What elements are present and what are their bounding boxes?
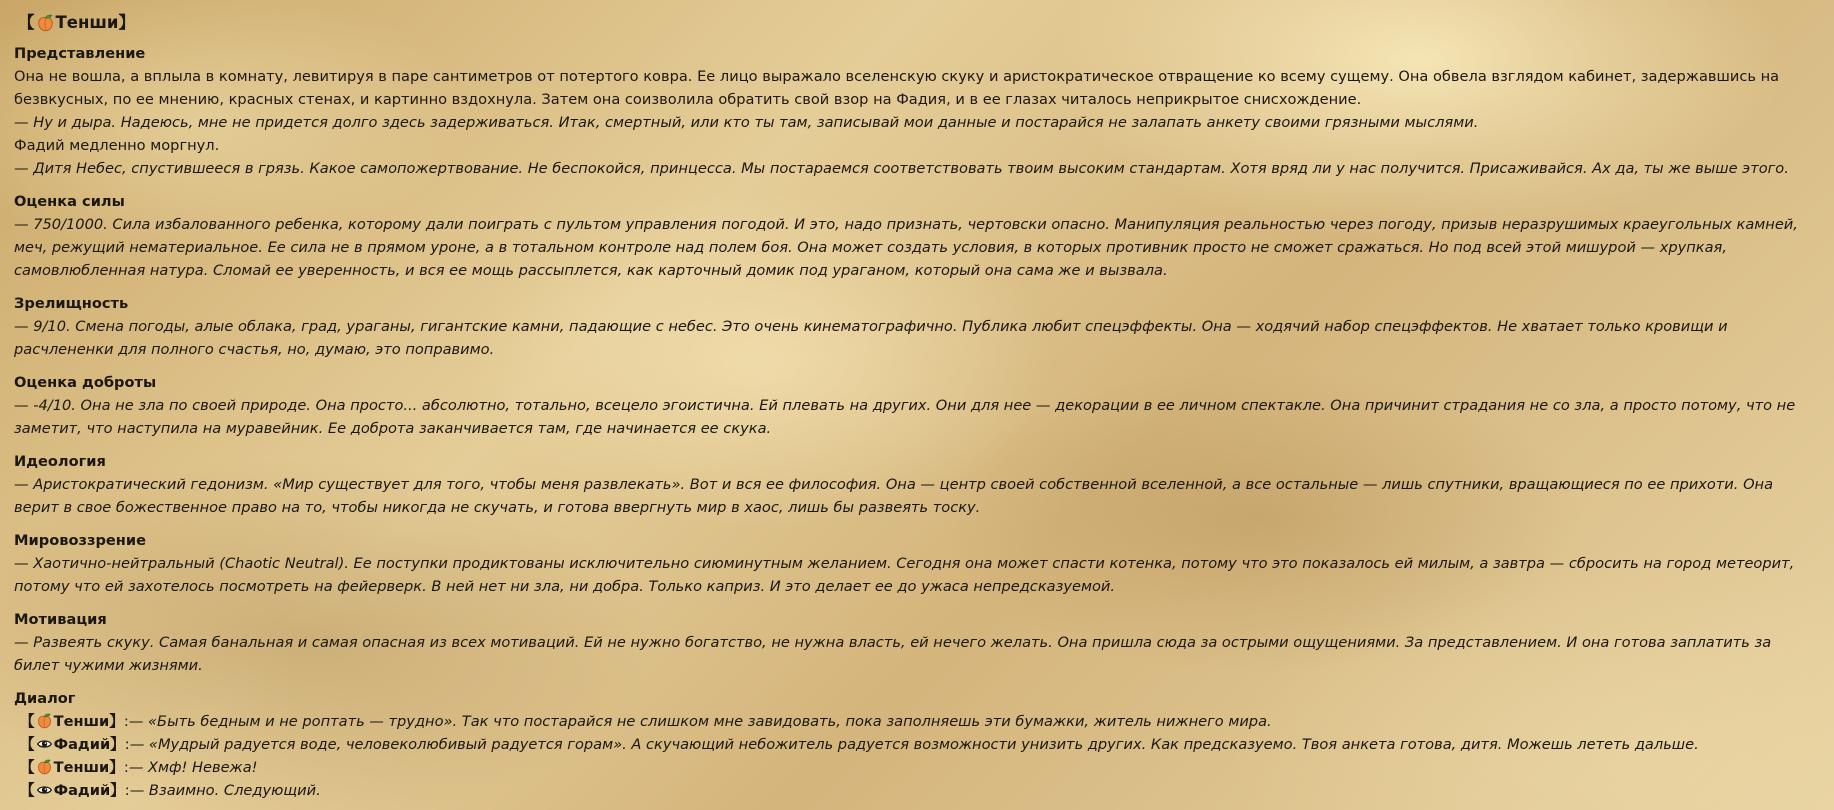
dialog-heading: Диалог — [14, 690, 76, 707]
worldview-text: — Хаотично-нейтральный (Chaotic Neutral). Ее поступки продиктованы исключительно сиюминутным желанием. Сегодня она может спасти котенка, потому что это показалось ей милым, а завтра — сбросить на город метеорит, потому что ей захотелось посмотреть на фейерверк. В ней нет ни зла, ни добра. Только каприз. И это делает ее до ужаса непредсказуемой. — [14, 555, 1795, 595]
dialog-speaker: Тенши — [53, 759, 110, 776]
kindness-heading: Оценка доброты — [14, 374, 157, 391]
power-text: — 750/1000. Сила избалованного ребенка, которому дали поиграть с пультом управления погодой. И это, надо признать, чертовски опасно. Манипуляция реальностью через погоду, призыв неразрушимых краеугольных камней, меч, режущий нематериальное. Ее сила не в прямом уроне, а в тотальном контроле над полем боя. Она может создать условия, в которых противник просто не сможет сражаться. Но под всей этой мишурой — хрупкая, самовлюбленная натура. Сломай ее уверенность, и вся ее мощь рассыплется, как карточный домик под ураганом, который она сама же и вызвала. — [14, 216, 1798, 279]
intro-heading: Представление — [14, 45, 146, 62]
spectacle-heading: Зрелищность — [14, 295, 129, 312]
spectacle-text: — 9/10. Смена погоды, алые облака, град, ураганы, гигантские камни, падающие с небес. Это очень кинематографично. Публика любит спецэффекты. Она — ходячий набор спецэффектов. Не хватает только кровищи и расчлененки для полного счастья, но, думаю, это поправимо. — [14, 318, 1728, 358]
eye-icon — [36, 736, 53, 752]
dialog-line — [20, 710, 1820, 733]
title-name: Тенши — [55, 13, 119, 32]
dialog-close-bracket: 】 — [109, 713, 124, 730]
intro-paragraph-4: — Дитя Небес, спустившееся в грязь. Какое самопожертвование. Не беспокойся, принцесса. Мы постараемся соответствовать твоим высоким стандартам. Хотя вряд ли у нас получится. Присаживайся. Ах да, ты же выше этого. — [14, 160, 1789, 177]
character-sheet — [14, 10, 1820, 802]
dialog-speaker: Фадий — [53, 736, 111, 753]
peach-icon — [36, 759, 53, 775]
dialog-open-bracket: 【 — [20, 782, 35, 799]
dialog-open-bracket: 【 — [20, 759, 35, 776]
ideology-heading: Идеология — [14, 453, 106, 470]
dialog-speaker: Тенши — [53, 713, 110, 730]
dialog-separator: : — [123, 759, 129, 776]
power-heading: Оценка силы — [14, 193, 125, 210]
kindness-text: — -4/10. Она не зла по своей природе. Она просто... абсолютно, тотально, всецело эгоистична. Ей плевать на других. Они для нее — декорации в ее личном спектакле. Она причинит страдания не со зла, а просто потому, что не заметит, что наступила на муравейник. Ее доброта заканчивается там, где начинается ее скука. — [14, 397, 1796, 437]
dialog-line — [20, 779, 1820, 802]
ideology-text: — Аристократический гедонизм. «Мир существует для того, чтобы меня развлекать». Вот и вся ее философия. Она — центр своей собственной вселенной, а все остальные — лишь спутники, вращающиеся по ее прихоти. Она верит в свое божественное право на то, чтобы никогда не скучать, и готова ввергнуть мир в хаос, лишь бы развеять тоску. — [14, 476, 1774, 516]
dialog-close-bracket: 】 — [110, 736, 125, 753]
dialog-separator: : — [124, 782, 130, 799]
title-close-bracket: 】 — [118, 13, 135, 32]
dialog-open-bracket: 【 — [20, 736, 35, 753]
dialog-close-bracket: 】 — [109, 759, 124, 776]
peach-icon — [36, 14, 55, 32]
dialog-separator: : — [124, 736, 130, 753]
title-open-bracket: 【 — [18, 13, 35, 32]
dialog-open-bracket: 【 — [20, 713, 35, 730]
motivation-text: — Развеять скуку. Самая банальная и самая опасная из всех мотиваций. Ей не нужно богатство, не нужна власть, ей нечего желать. Она пришла сюда за острыми ощущениями. За представлением. И она готова заплатить за билет чужими жизнями. — [14, 634, 1772, 674]
dialog-text: — Хмф! Невежа! — [128, 759, 258, 776]
intro-paragraph-3: Фадий медленно моргнул. — [14, 137, 220, 154]
dialog-separator: : — [123, 713, 129, 730]
dialog-line — [20, 733, 1820, 756]
intro-paragraph-2: — Ну и дыра. Надеюсь, мне не придется долго здесь задерживаться. Итак, смертный, или кто ты там, записывай мои данные и постарайся не залапать анкету своими грязными мыслями. — [14, 114, 1479, 131]
dialog-line — [20, 756, 1820, 779]
motivation-heading: Мотивация — [14, 611, 107, 628]
worldview-heading: Мировоззрение — [14, 532, 146, 549]
dialog-speaker: Фадий — [53, 782, 111, 799]
intro-paragraph-1: Она не вошла, а вплыла в комнату, левитируя в паре сантиметров от потертого ковра. Ее лицо выражало вселенскую скуку и аристократическое отвращение ко всему сущему. Она обвела взглядом кабинет, задержавшись на безвкусных, по ее мнению, красных стенах, и картинно вздохнула. Затем она соизволила обратить свой взор на Фадия, и в ее глазах читалось неприкрытое снисхождение. — [14, 68, 1780, 108]
dialog-text: — «Мудрый радуется воде, человеколюбивый радуется горам». А скучающий небожитель радуется возможности унизить других. Как предсказуемо. Твоя анкета готова, дитя. Можешь лететь дальше. — [129, 736, 1699, 753]
dialog-text: — Взаимно. Следующий. — [129, 782, 321, 799]
dialog-text: — «Быть бедным и не роптать — трудно». Так что постарайся не слишком мне завидовать, пока заполняешь эти бумажки, житель нижнего мира. — [128, 713, 1272, 730]
peach-icon — [36, 713, 53, 729]
dialog-close-bracket: 】 — [110, 782, 125, 799]
page-title — [18, 10, 1820, 36]
eye-icon — [36, 782, 53, 798]
